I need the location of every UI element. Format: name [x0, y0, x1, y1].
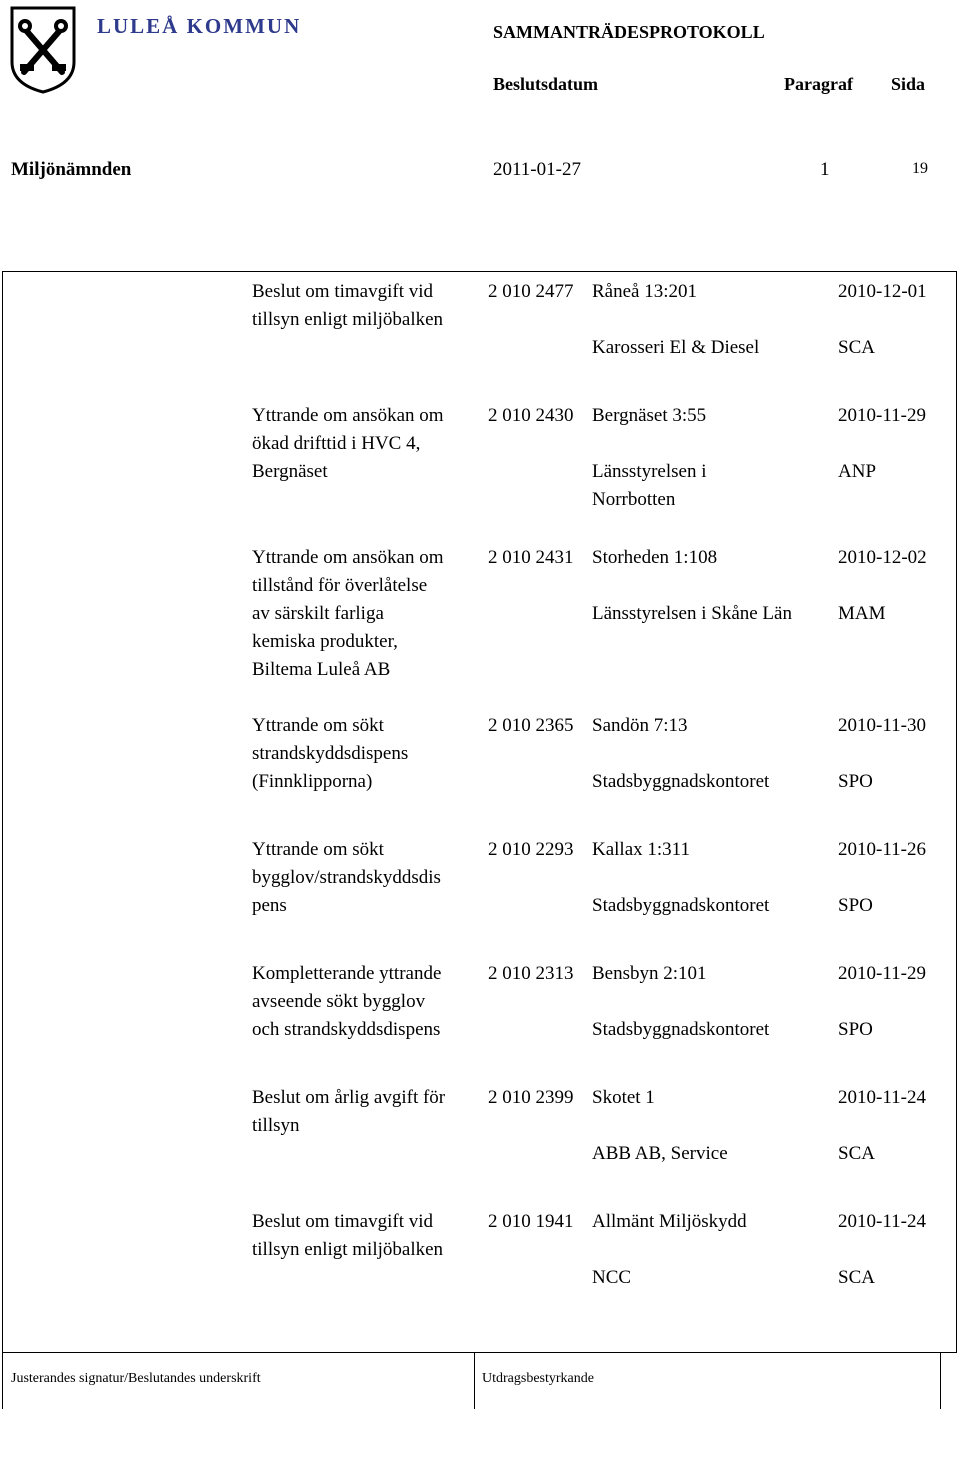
row-subject: strandskyddsdispens [252, 743, 409, 764]
row-property: Storheden 1:108 [592, 547, 718, 568]
row-party: NCC [592, 1267, 632, 1288]
row-party: ABB AB, Service [592, 1143, 728, 1164]
row-case-number: 2 010 2399 [488, 1087, 574, 1108]
row-date: 2010-11-24 [838, 1211, 926, 1232]
row-subject: tillsyn enligt miljöbalken [252, 309, 444, 330]
row-subject: Bergnäset [252, 461, 328, 482]
table-left-border [2, 271, 3, 1353]
meeting-date: 2011-01-27 [493, 159, 581, 180]
row-property: Sandön 7:13 [592, 715, 688, 736]
row-date: 2010-11-26 [838, 839, 926, 860]
row-subject: tillstånd för överlåtelse [252, 575, 428, 596]
footer-left-border [2, 1353, 3, 1409]
row-officer: SCA [838, 1143, 875, 1164]
row-officer: SCA [838, 337, 875, 358]
certified-extract-label: Utdragsbestyrkande [482, 1371, 594, 1386]
row-subject: Beslut om timavgift vid [252, 281, 434, 302]
row-case-number: 2 010 2313 [488, 963, 574, 984]
paragraph-number: 1 [820, 159, 830, 180]
row-subject: av särskilt farliga [252, 603, 384, 624]
row-officer: MAM [838, 603, 886, 624]
row-case-number: 2 010 2431 [488, 547, 574, 568]
row-case-number: 2 010 1941 [488, 1211, 574, 1232]
row-party: Länsstyrelsen i Skåne Län [592, 603, 792, 624]
row-subject: Kompletterande yttrande [252, 963, 442, 984]
row-case-number: 2 010 2365 [488, 715, 574, 736]
row-date: 2010-11-24 [838, 1087, 926, 1108]
organization-name: LULEÅ KOMMUN [97, 14, 302, 38]
row-officer: SPO [838, 895, 873, 916]
page-label: Sida [891, 74, 926, 94]
footer-divider [474, 1353, 475, 1409]
page-number: 19 [912, 160, 928, 177]
row-subject: tillsyn enligt miljöbalken [252, 1239, 444, 1260]
row-subject: (Finnklipporna) [252, 771, 373, 792]
row-date: 2010-12-01 [838, 281, 927, 302]
row-officer: SPO [838, 771, 873, 792]
row-party: Karosseri El & Diesel [592, 337, 760, 358]
row-subject: Yttrande om ansökan om [252, 405, 444, 426]
municipality-coat-of-arms-logo [10, 6, 76, 94]
row-subject: bygglov/strandskyddsdis [252, 867, 441, 888]
row-subject: och strandskyddsdispens [252, 1019, 441, 1040]
row-date: 2010-11-30 [838, 715, 926, 736]
row-property: Råneå 13:201 [592, 281, 698, 302]
table-bottom-border [2, 1352, 957, 1353]
row-case-number: 2 010 2477 [488, 281, 574, 302]
footer-right-border [940, 1353, 941, 1409]
row-party: Stadsbyggnadskontoret [592, 771, 770, 792]
row-party: Länsstyrelsen i [592, 461, 707, 482]
row-property: Allmänt Miljöskydd [592, 1211, 747, 1232]
row-subject: ökad drifttid i HVC 4, [252, 433, 421, 454]
row-officer: ANP [838, 461, 877, 482]
row-subject: Beslut om årlig avgift för [252, 1087, 446, 1108]
row-case-number: 2 010 2293 [488, 839, 574, 860]
row-property: Skotet 1 [592, 1087, 655, 1108]
row-party: Stadsbyggnadskontoret [592, 895, 770, 916]
row-party: Stadsbyggnadskontoret [592, 1019, 770, 1040]
row-case-number: 2 010 2430 [488, 405, 574, 426]
row-officer: SCA [838, 1267, 875, 1288]
row-property: Bensbyn 2:101 [592, 963, 707, 984]
signature-field-label: Justerandes signatur/Beslutandes underskrift [11, 1371, 261, 1386]
row-subject: avseende sökt bygglov [252, 991, 426, 1012]
table-right-border [956, 271, 957, 1353]
document-type-title: SAMMANTRÄDESPROTOKOLL [493, 22, 765, 42]
committee-name: Miljönämnden [11, 159, 132, 180]
row-officer: SPO [838, 1019, 873, 1040]
row-date: 2010-12-02 [838, 547, 927, 568]
row-party: Norrbotten [592, 489, 676, 510]
row-date: 2010-11-29 [838, 963, 926, 984]
row-subject: Biltema Luleå AB [252, 659, 391, 680]
row-subject: Yttrande om sökt [252, 715, 384, 736]
row-subject: pens [252, 895, 287, 916]
row-subject: Beslut om timavgift vid [252, 1211, 434, 1232]
row-date: 2010-11-29 [838, 405, 926, 426]
table-top-border [2, 271, 957, 272]
row-subject: tillsyn [252, 1115, 300, 1136]
row-subject: Yttrande om sökt [252, 839, 384, 860]
decision-date-label: Beslutsdatum [493, 74, 599, 94]
row-property: Kallax 1:311 [592, 839, 690, 860]
paragraph-label: Paragraf [784, 74, 853, 94]
row-subject: kemiska produkter, [252, 631, 398, 652]
row-subject: Yttrande om ansökan om [252, 547, 444, 568]
row-property: Bergnäset 3:55 [592, 405, 707, 426]
